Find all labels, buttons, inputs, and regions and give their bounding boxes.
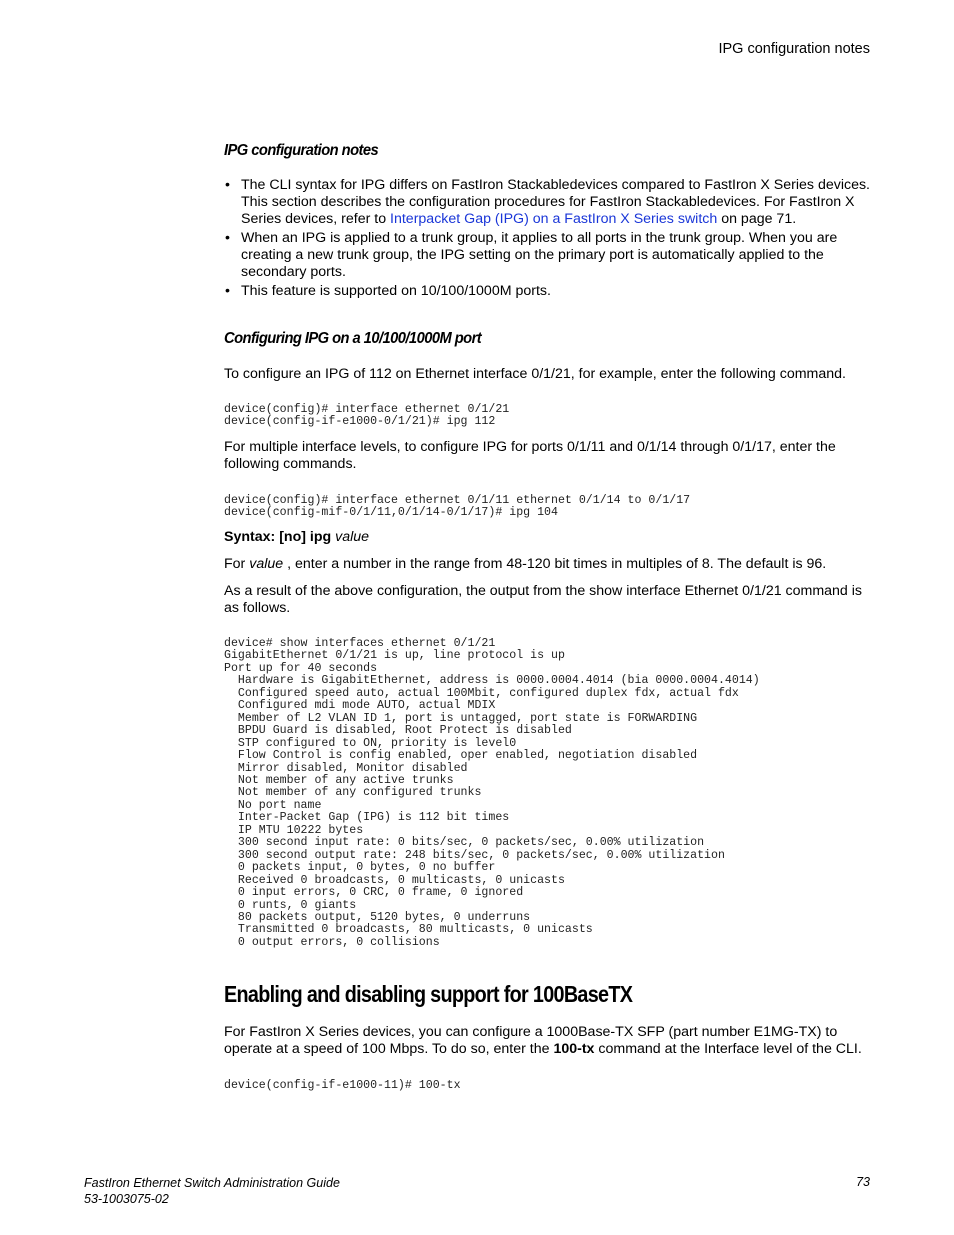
paragraph-text: For FastIron X Series devices, you can configure a 1000Base-TX SFP (part number E1MG-TX) to operate at a speed of 100 Mbps. To do so, enter the bbox=[224, 1024, 838, 1057]
page-number: 73 bbox=[856, 1175, 870, 1189]
result-paragraph: As a result of the above configuration, the output from the show interface Ethernet 0/1/21 command is as follows. bbox=[224, 583, 863, 616]
ipg-notes-list bbox=[224, 177, 874, 302]
bullet-text: on page 71. bbox=[717, 211, 797, 227]
running-header: IPG configuration notes bbox=[718, 41, 870, 57]
paragraph-text: command at the Interface level of the CLI. bbox=[594, 1041, 862, 1057]
value-parameter: value bbox=[249, 556, 284, 572]
multi-interface-paragraph: For multiple interface levels, to configure IPG for ports 0/1/11 and 0/1/14 through 0/1/17, enter the following commands. bbox=[224, 439, 836, 472]
bullet-marker: • bbox=[225, 283, 230, 299]
guide-title: FastIron Ethernet Switch Administration Guide bbox=[84, 1176, 340, 1190]
section-heading-100basetx: Enabling and disabling support for 100BaseTX bbox=[224, 981, 633, 1007]
value-text: , enter a number in the range from 48-120 bit times in multiples of 8. The default is 96. bbox=[283, 556, 827, 572]
value-text: For bbox=[224, 556, 250, 572]
bullet-marker: • bbox=[225, 177, 230, 193]
section-heading-configuring-ipg: Configuring IPG on a 10/100/1000M port bbox=[224, 330, 482, 347]
code-block-multi-port: device(config)# interface ethernet 0/1/11 ethernet 0/1/14 to 0/1/17 device(config-mif-0/1/11,0/1/14-0/1/17)# ipg 104 bbox=[224, 494, 691, 520]
bullet-text: This feature is supported on 10/100/1000M ports. bbox=[241, 283, 551, 299]
list-item bbox=[224, 230, 874, 281]
list-item bbox=[224, 283, 874, 300]
code-block-single-port: device(config)# interface ethernet 0/1/21 device(config-if-e1000-0/1/21)# ipg 112 bbox=[224, 403, 510, 429]
intro-paragraph: To configure an IPG of 112 on Ethernet interface 0/1/21, for example, enter the following command. bbox=[224, 366, 846, 382]
bullet-marker: • bbox=[225, 230, 230, 246]
100basetx-paragraph bbox=[224, 1024, 874, 1058]
cross-reference-link[interactable]: Interpacket Gap (IPG) on a FastIron X Series switch bbox=[390, 211, 718, 227]
syntax-command: Syntax: [no] ipg bbox=[224, 529, 336, 545]
command-name: 100-tx bbox=[553, 1041, 595, 1057]
syntax-line bbox=[224, 529, 874, 546]
document-number: 53-1003075-02 bbox=[84, 1192, 169, 1206]
code-block-100tx: device(config-if-e1000-11)# 100-tx bbox=[224, 1079, 461, 1092]
bullet-text: When an IPG is applied to a trunk group, it applies to all ports in the trunk group. When you are creating a new trunk group, the IPG setting on the primary port is automatically applied to the secondary ports. bbox=[241, 230, 838, 280]
section-heading-ipg-notes: IPG configuration notes bbox=[224, 142, 379, 159]
code-block-show-output: device# show interfaces ethernet 0/1/21 GigabitEthernet 0/1/21 is up, line protocol is up Port up for 40 seconds Hardware is GigabitEthernet, address is 0000.0004.4014 (bia 0000.0004.4014) Configured speed auto, actual 100Mbit, configured duplex fdx, actual fdx Configured mdi mode AUTO, actual MDIX Member of L2 VLAN ID 1, port is untagged, port state is FORWARDING BPDU Guard is disabled, Root Protect is disabled STP configured to ON, priority is level0 Flow Control is config enabled, oper enabled, negotiation disabled Mirror disabled, Monitor disabled Not member of any active trunks Not member of any configured trunks No port name Inter-Packet Gap (IPG) is 112 bit times IP MTU 10222 bytes 300 second input rate: 0 bits/sec, 0 packets/sec, 0.00% utilization 300 second output rate: 248 bits/sec, 0 packets/sec, 0.00% utilization 0 packets input, 0 bytes, 0 no buffer Received 0 broadcasts, 0 multicasts, 0 unicasts 0 input errors, 0 CRC, 0 frame, 0 ignored 0 runts, 0 giants 80 packets output, 5120 bytes, 0 underruns Transmitted 0 broadcasts, 80 multicasts, 0 unicasts 0 output errors, 0 collisions bbox=[224, 637, 760, 949]
page-footer bbox=[84, 1175, 340, 1207]
value-description bbox=[224, 556, 874, 573]
syntax-parameter: value bbox=[335, 529, 370, 545]
bullet-text: The CLI syntax for IPG differs on FastIron Stackabledevices compared to FastIron X Series devices. This section describes the configuration procedures for FastIron Stackabledevices. For FastIron X Series devices, refer to bbox=[241, 177, 871, 227]
list-item bbox=[224, 177, 874, 228]
